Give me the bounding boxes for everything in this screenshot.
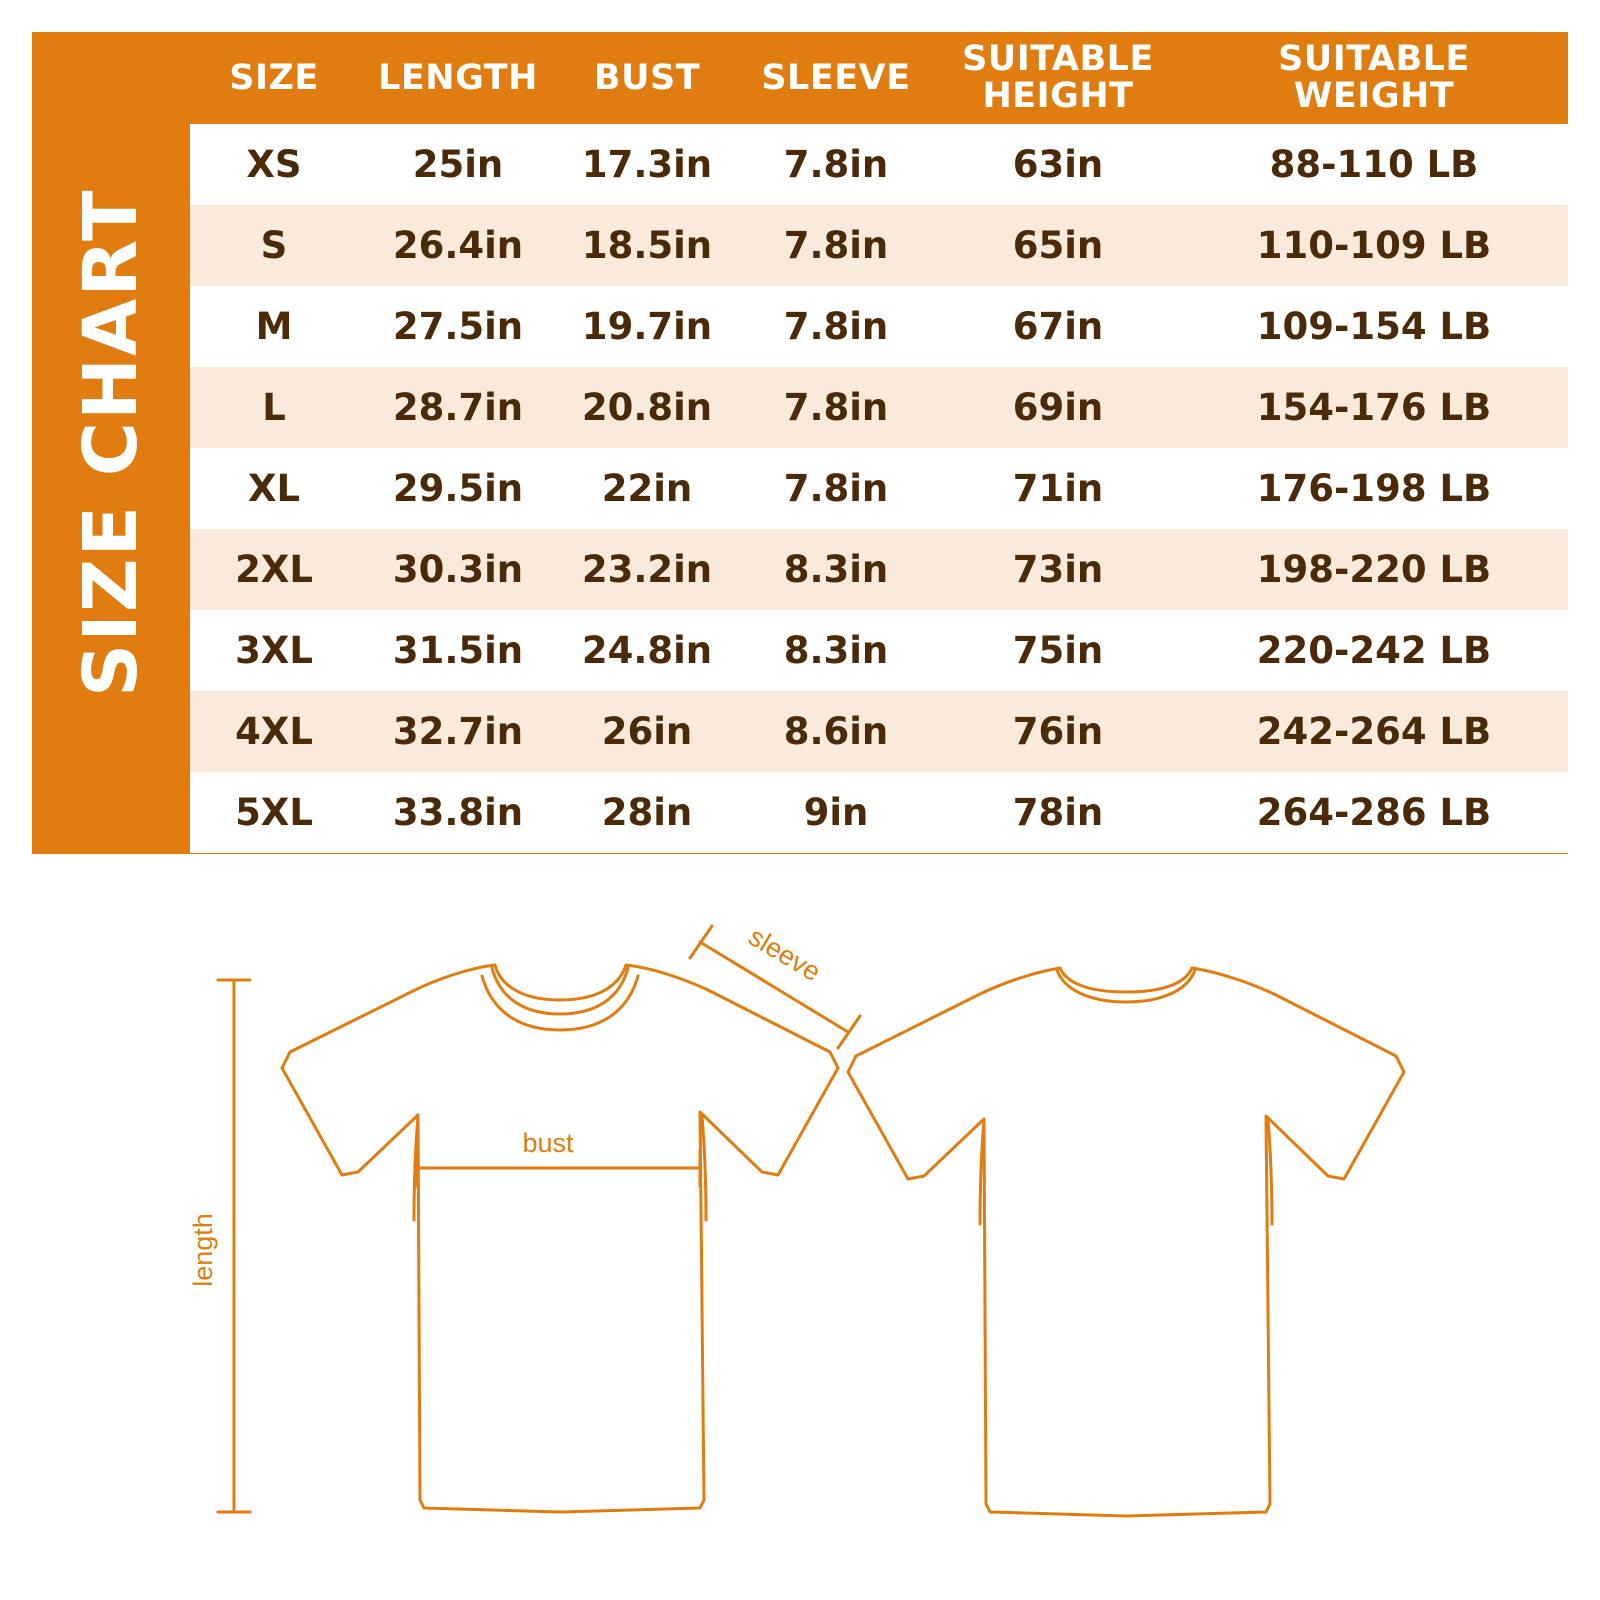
cell-height: 69in	[1012, 386, 1104, 429]
cell-bust: 19.7in	[581, 305, 713, 348]
column-header-line: SUITABLE	[962, 39, 1154, 80]
table-row	[190, 691, 1568, 772]
table-header-row	[190, 32, 1568, 124]
cell-sleeve: 9in	[803, 791, 869, 834]
cell-size: XL	[247, 467, 301, 510]
cell-weight: 110-109 LB	[1256, 224, 1492, 267]
column-header-bust: BUST	[593, 57, 701, 98]
cell-bust: 18.5in	[581, 224, 713, 267]
cell-size: S	[260, 224, 288, 267]
column-header-size: SIZE	[229, 57, 319, 98]
table-row	[190, 448, 1568, 529]
column-header-line: HEIGHT	[982, 76, 1134, 116]
cell-weight: 220-242 LB	[1256, 629, 1492, 672]
measurement-diagram	[0, 880, 1600, 1580]
length-label: length	[188, 1213, 218, 1287]
cell-bust: 26in	[601, 710, 693, 753]
table-row	[190, 367, 1568, 448]
size-chart-panel	[32, 32, 1568, 854]
cell-height: 76in	[1012, 710, 1104, 753]
cell-size: 2XL	[235, 548, 313, 591]
column-header-length: LENGTH	[378, 57, 538, 98]
column-header-line: SUITABLE	[1278, 39, 1470, 80]
cell-size: 3XL	[235, 629, 313, 672]
cell-bust: 17.3in	[581, 143, 713, 186]
cell-bust: 23.2in	[581, 548, 713, 591]
cell-bust: 24.8in	[581, 629, 713, 672]
cell-length: 29.5in	[392, 467, 524, 510]
size-table	[190, 32, 1568, 854]
column-header-sleeve: SLEEVE	[761, 57, 911, 98]
table-row	[190, 772, 1568, 853]
cell-sleeve: 8.3in	[783, 629, 889, 672]
cell-sleeve: 7.8in	[783, 305, 889, 348]
cell-sleeve: 7.8in	[783, 143, 889, 186]
cell-height: 71in	[1012, 467, 1104, 510]
cell-length: 27.5in	[392, 305, 524, 348]
cell-length: 32.7in	[392, 710, 524, 753]
cell-length: 31.5in	[392, 629, 524, 672]
cell-size: L	[262, 386, 286, 429]
cell-height: 73in	[1012, 548, 1104, 591]
cell-bust: 22in	[601, 467, 693, 510]
cell-length: 26.4in	[392, 224, 524, 267]
cell-sleeve: 7.8in	[783, 386, 889, 429]
table-row	[190, 529, 1568, 610]
cell-sleeve: 8.3in	[783, 548, 889, 591]
cell-weight: 88-110 LB	[1269, 143, 1479, 186]
column-header-suitable-weight	[1180, 41, 1568, 115]
table-row	[190, 205, 1568, 286]
cell-weight: 264-286 LB	[1256, 791, 1492, 834]
cell-height: 78in	[1012, 791, 1104, 834]
cell-bust: 28in	[601, 791, 693, 834]
length-dimension-line	[218, 980, 250, 1512]
cell-bust: 20.8in	[581, 386, 713, 429]
cell-height: 63in	[1012, 143, 1104, 186]
bust-label: bust	[522, 1128, 574, 1158]
cell-length: 25in	[412, 143, 504, 186]
cell-weight: 154-176 LB	[1256, 386, 1492, 429]
cell-size: 4XL	[235, 710, 313, 753]
cell-height: 75in	[1012, 629, 1104, 672]
cell-weight: 109-154 LB	[1256, 305, 1492, 348]
table-row	[190, 124, 1568, 205]
cell-length: 30.3in	[392, 548, 524, 591]
table-row	[190, 286, 1568, 367]
sleeve-label: sleeve	[743, 921, 826, 988]
column-header-line: WEIGHT	[1293, 76, 1455, 116]
page-title: SIZE CHART	[68, 188, 154, 698]
table-row	[190, 610, 1568, 691]
cell-sleeve: 8.6in	[783, 710, 889, 753]
cell-length: 33.8in	[392, 791, 524, 834]
cell-size: XS	[246, 143, 302, 186]
column-header-suitable-height	[936, 41, 1180, 115]
cell-height: 65in	[1012, 224, 1104, 267]
cell-sleeve: 7.8in	[783, 224, 889, 267]
cell-weight: 242-264 LB	[1256, 710, 1492, 753]
cell-size: M	[255, 305, 293, 348]
tshirt-back-outline	[848, 968, 1404, 1516]
cell-height: 67in	[1012, 305, 1104, 348]
cell-size: 5XL	[235, 791, 313, 834]
cell-weight: 176-198 LB	[1256, 467, 1492, 510]
cell-sleeve: 7.8in	[783, 467, 889, 510]
cell-length: 28.7in	[392, 386, 524, 429]
cell-weight: 198-220 LB	[1256, 548, 1492, 591]
tshirt-front-outline	[282, 965, 838, 1512]
